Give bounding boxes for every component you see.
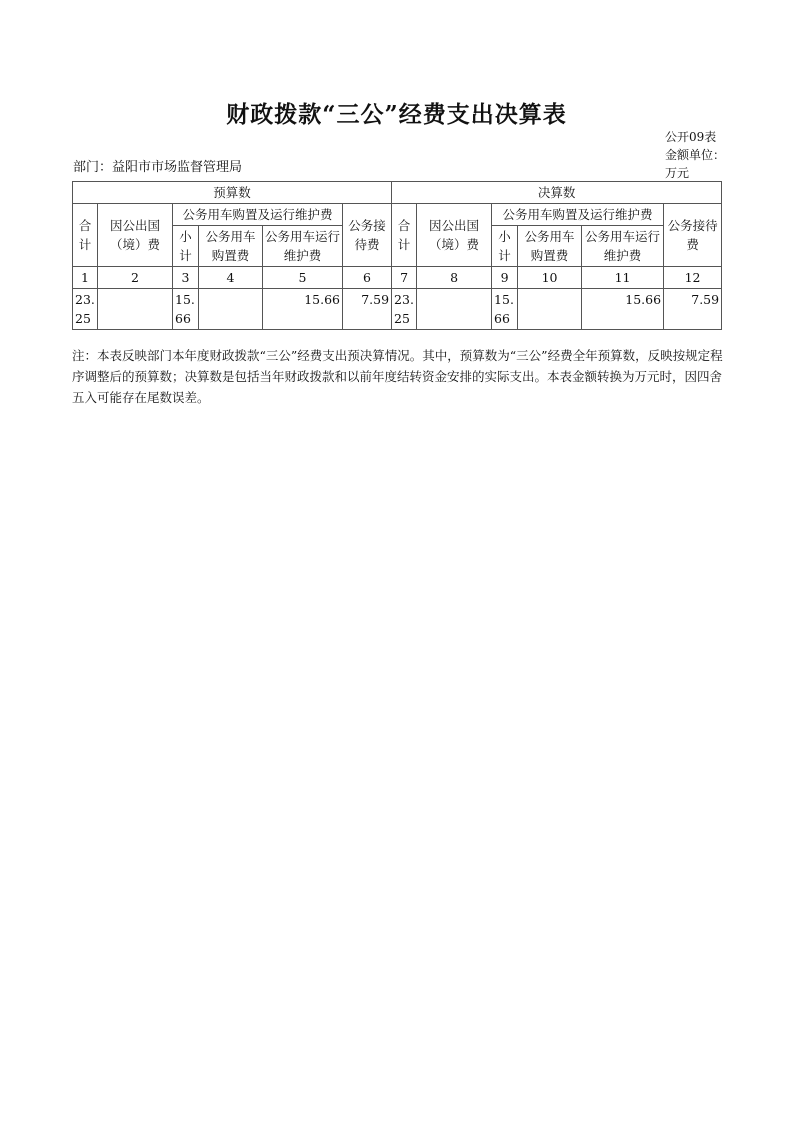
actual-maintenance-header: 公务用车运行维护费 [582,226,664,267]
form-code: 公开09表 [665,130,717,144]
budget-header: 预算数 [73,182,392,204]
three-public-expenses-table [72,181,722,330]
actual-reception-header: 公务接待费 [664,204,722,267]
actual-purchase-value [518,289,582,330]
column-number: 11 [582,267,664,289]
page-title: 财政拨款“三公”经费支出决算表 [226,101,567,128]
budget-subtotal-value: 15.66 [173,289,199,330]
budget-vehicle-header: 公务用车购置及运行维护费 [173,204,343,226]
column-number: 6 [343,267,392,289]
column-number: 3 [173,267,199,289]
actual-vehicle-header: 公务用车购置及运行维护费 [492,204,664,226]
actual-maintenance-value: 15.66 [582,289,664,330]
budget-abroad-value [98,289,173,330]
actual-purchase-header: 公务用车购置费 [518,226,582,267]
actual-total-header: 合计 [392,204,417,267]
column-number: 10 [518,267,582,289]
budget-reception-header: 公务接待费 [343,204,392,267]
budget-maintenance-value: 15.66 [263,289,343,330]
budget-purchase-header: 公务用车购置费 [199,226,263,267]
budget-purchase-value [199,289,263,330]
budget-maintenance-header: 公务用车运行维护费 [263,226,343,267]
budget-subtotal-header: 小计 [173,226,199,267]
data-row [73,289,722,330]
column-number: 8 [417,267,492,289]
actual-reception-value: 7.59 [664,289,722,330]
column-number: 2 [98,267,173,289]
budget-reception-value: 7.59 [343,289,392,330]
column-number: 4 [199,267,263,289]
amount-unit: 金额单位：万元 [665,148,726,180]
actual-abroad-header: 因公出国（境）费 [417,204,492,267]
budget-total-header: 合计 [73,204,98,267]
column-number: 5 [263,267,343,289]
budget-total-value: 23.25 [73,289,98,330]
actual-subtotal-value: 15.66 [492,289,518,330]
actual-abroad-value [417,289,492,330]
column-number: 1 [73,267,98,289]
header-row-columns [73,204,722,226]
budget-abroad-header: 因公出国（境）费 [98,204,173,267]
footnote: 注：本表反映部门本年度财政拨款“三公”经费支出预决算情况。其中，预算数为“三公”经费全年预算数，反映按规定程序调整后的预算数；决算数是包括当年财政拨款和以前年度结转资金安排的实际支出。本表金额转换为万元时，因四舍五入可能存在尾数误差。 [72,348,723,405]
column-number: 7 [392,267,417,289]
column-number: 9 [492,267,518,289]
actual-subtotal-header: 小计 [492,226,518,267]
column-number-row [73,267,722,289]
column-number: 12 [664,267,722,289]
actual-header: 决算数 [392,182,722,204]
header-row-group [73,182,722,204]
department-label: 部门：益阳市市场监督管理局 [73,160,243,175]
actual-total-value: 23.25 [392,289,417,330]
